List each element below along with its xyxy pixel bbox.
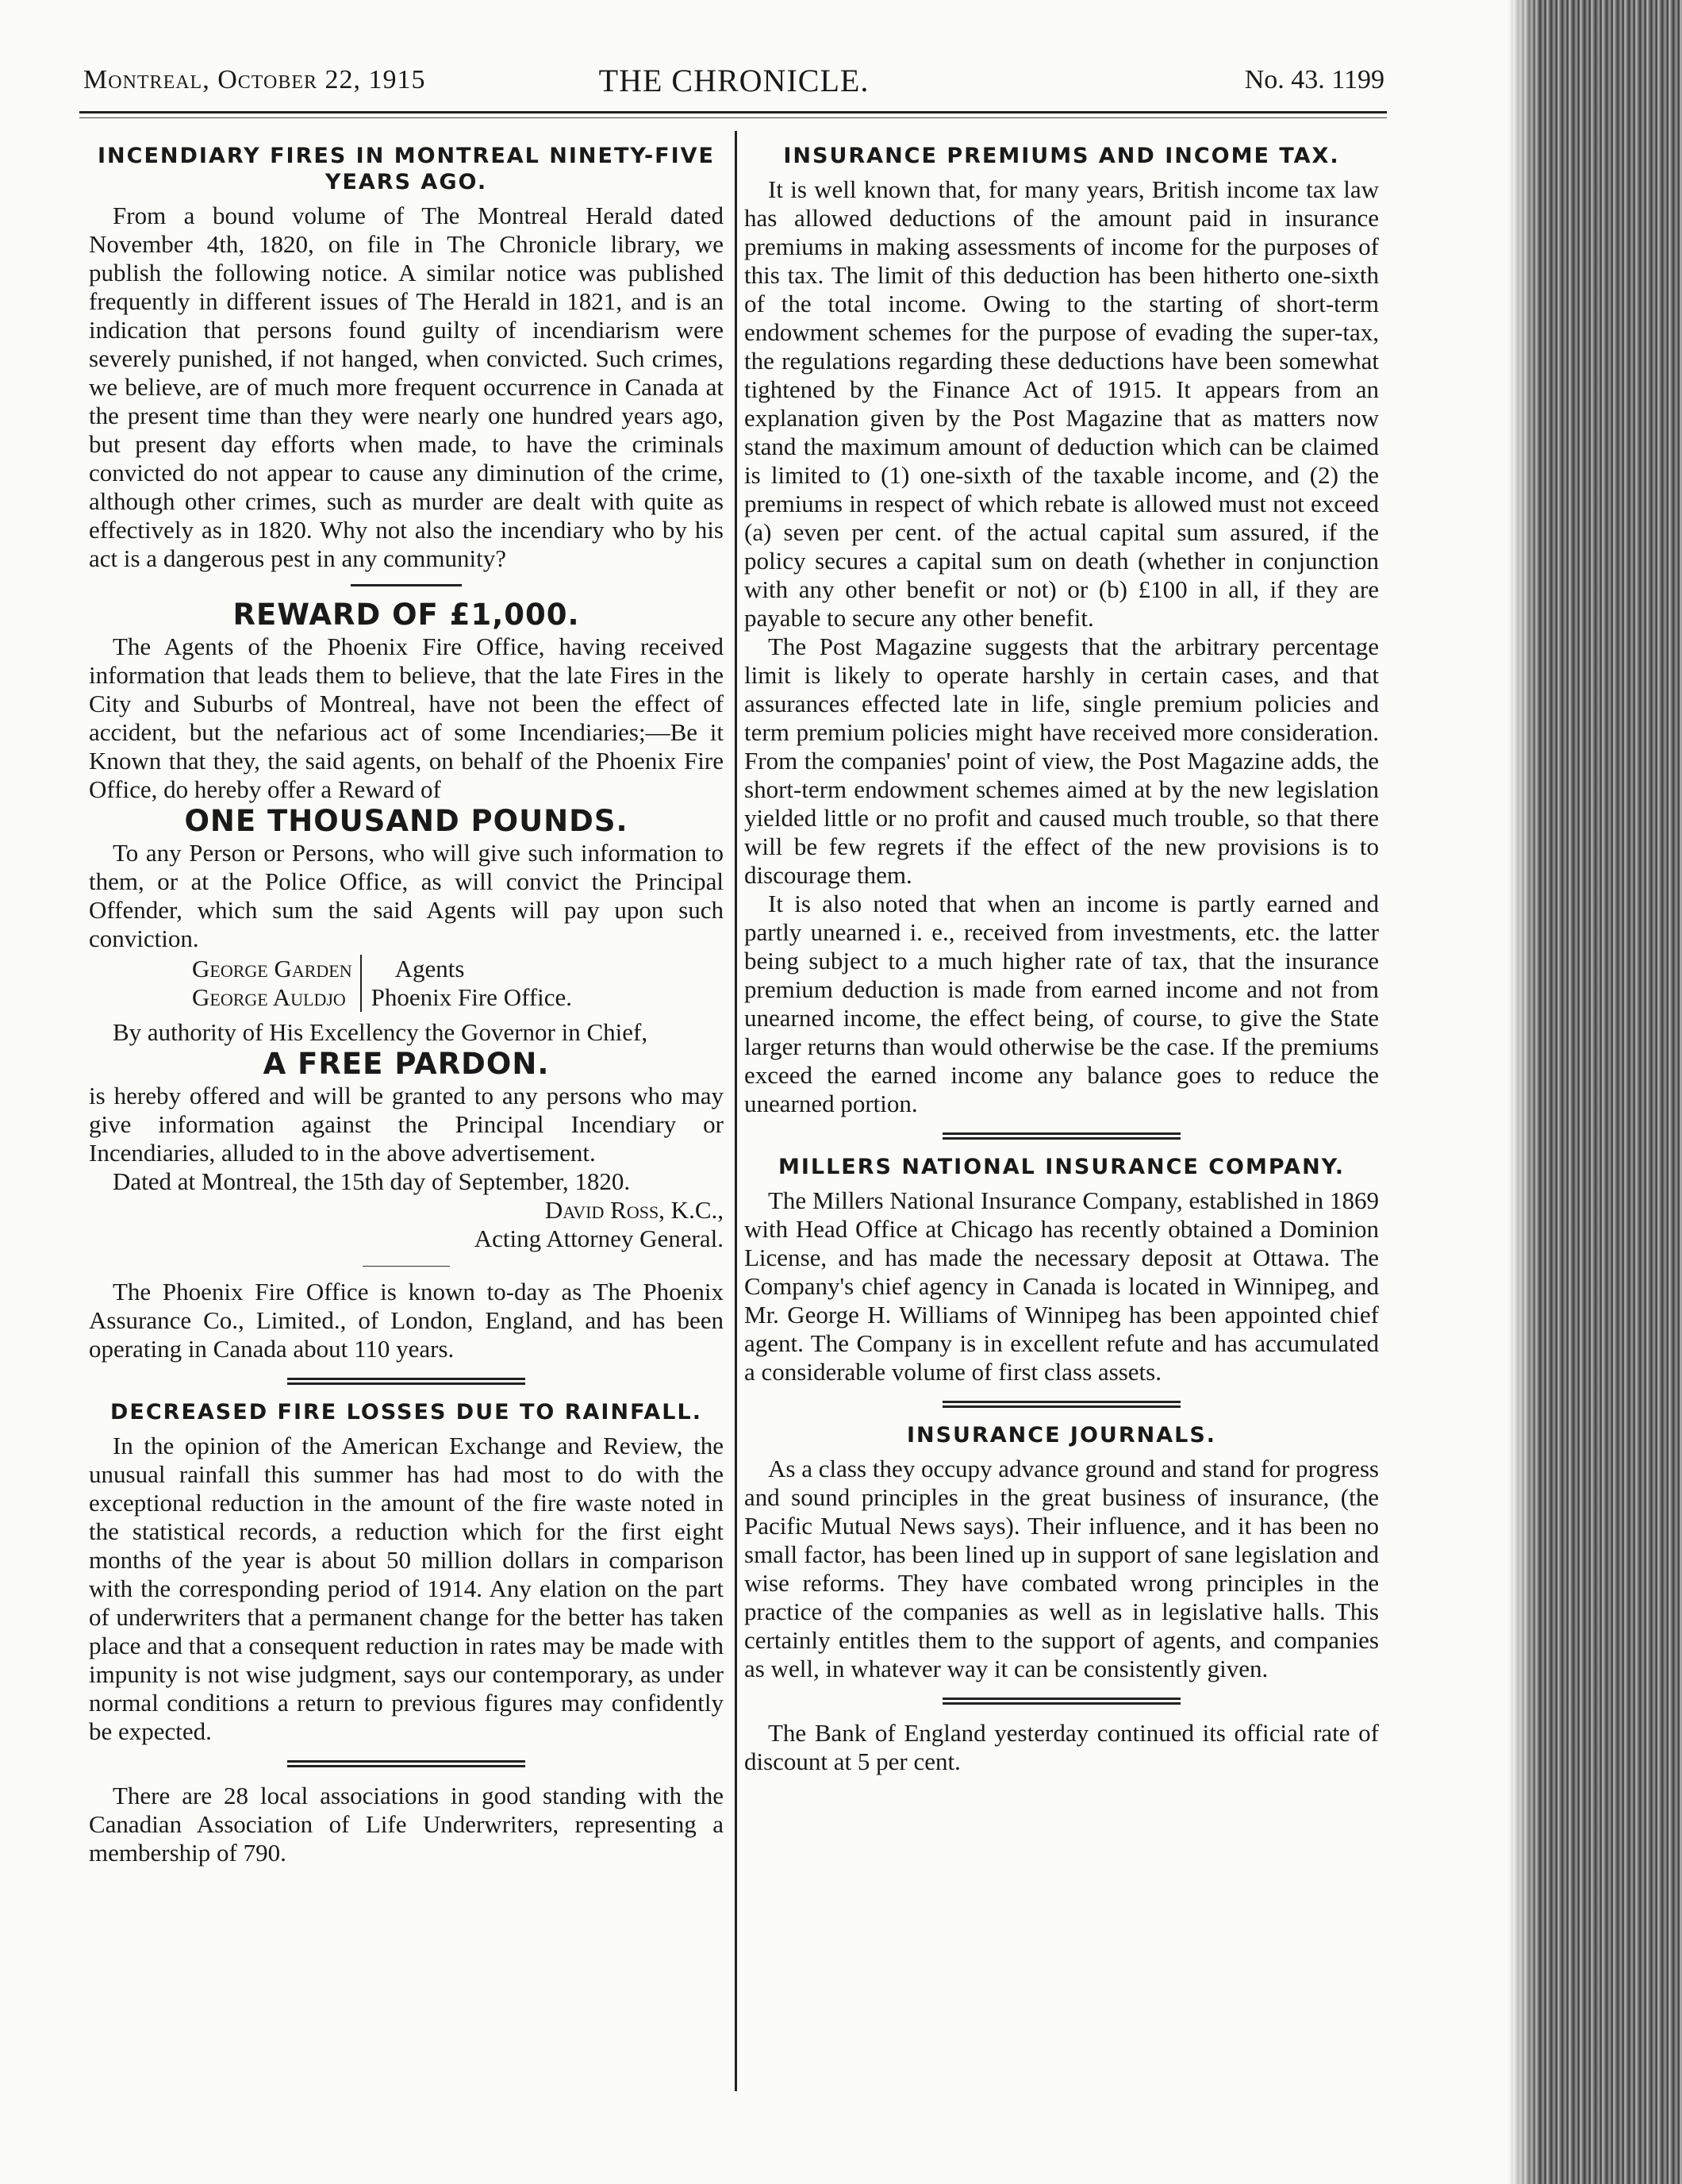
authority-line: By authority of His Excellency the Governor in Chief, [113, 1018, 648, 1046]
right-column [744, 143, 1379, 1776]
pardon-paragraph: is hereby offered and will be granted to any persons who may give information against the Principal Incendiary or Incendiaries, alluded to in the above advertisement. [89, 1082, 724, 1167]
dated-line: Dated at Montreal, the 15th day of September, 1820. [113, 1167, 631, 1195]
article-title-fire-losses: DECREASED FIRE LOSSES DUE TO RAINFALL. [110, 1400, 702, 1425]
section-rule-double [287, 1760, 525, 1767]
signatory-name: George Auldjo [192, 983, 346, 1011]
article-paragraph: The Post Magazine suggests that the arbitrary percentage limit is likely to operate harshly in certain cases, and that assurances effected late in life, single premium policies and term premium policies might have received more consideration. From the companies' point of view, the Post Magazine adds, the short-term endowment schemes aimed at by the new legislation yielded little or no profit and caused much trouble, so that there will be few regrets if the effect of the new provisions is to discourage them. [744, 633, 1379, 889]
phoenix-note: The Phoenix Fire Office is known to-day as The Phoenix Assurance Co., Limited., of London, England, and has been operating in Canada about 110 years. [89, 1278, 724, 1363]
column-divider [735, 131, 737, 2091]
reward-paragraph-2: To any Person or Persons, who will give such information to them, or at the Police Office, as will convict the Principal Offender, which sum the said Agents will pay upon such conviction. [89, 839, 724, 952]
section-rule-thin [363, 1266, 450, 1267]
running-header [83, 65, 1384, 105]
article-title-incendiary-fires: INCENDIARY FIRES IN MONTREAL NINETY-FIVE YEARS AGO. [97, 144, 716, 194]
signatory-role: Agents [394, 955, 465, 982]
agents-signature [192, 955, 724, 1012]
header-dateline: Montreal, October 22, 1915 [83, 65, 426, 94]
header-rule [79, 111, 1387, 113]
article-paragraph: As a class they occupy advance ground and stand for progress and sound principles in the great business of insurance, (the Pacific Mutual News says). Their influence, and it has been no small factor, has been lined up in support of sane legislation and wise reforms. They have combated wrong principles in the practice of the companies as well as in legislative halls. This certainly entitles them to the support of agents, and companies as well, in whatever way it can be consistently given. [744, 1455, 1379, 1682]
amount-heading: ONE THOUSAND POUNDS. [184, 804, 628, 838]
section-rule [351, 584, 462, 586]
section-rule-double [943, 1401, 1181, 1408]
article-paragraph: There are 28 local associations in good standing with the Canadian Association of Life Underwriters, representing a membership of 790. [89, 1782, 724, 1867]
left-column [89, 143, 724, 1867]
section-rule-double [287, 1378, 525, 1385]
reward-heading: REWARD OF £1,000. [232, 598, 580, 632]
article-paragraph: It is also noted that when an income is partly earned and partly unearned i. e., received from investments, etc. the latter being subject to a much higher rate of tax, that the insurance premium deduction is made from earned income and not from unearned income, the effect being, of course, to give the State larger returns than would otherwise be the case. If the premiums exceed the earned income any balance goes to reduce the unearned portion. [744, 890, 1379, 1117]
article-title-premiums-tax: INSURANCE PREMIUMS AND INCOME TAX. [783, 144, 1340, 168]
article-title-insurance-journals: INSURANCE JOURNALS. [906, 1423, 1217, 1448]
article-paragraph: The Bank of England yesterday continued its official rate of discount at 5 per cent. [744, 1719, 1379, 1775]
article-title-millers-national: MILLERS NATIONAL INSURANCE COMPANY. [778, 1155, 1346, 1179]
header-issue-page: No. 43. 1199 [1244, 65, 1384, 94]
article-paragraph: It is well known that, for many years, British income tax law has allowed deductions of the amount paid in insurance premiums in making assessments of income for the purposes of this tax. The limit of this deduction has been hitherto one-sixth of the total income. Owing to the starting of short-term endowment schemes for the purpose of evading the super-tax, the regulations regarding these deductions have been somewhat tightened by the Finance Act of 1915. It appears from an explanation given by the Post Magazine that as matters now stand the maximum amount of deduction which can be claimed is limited to (1) one-sixth of the taxable income, and (2) the premiums in respect of which rebate is allowed must not exceed (a) seven per cent. of the actual capital sum assured, if the policy secures a capital sum on death (whether in conjunction with any other benefit or not) or (b) £100 in all, if they are payable to secure any other benefit. [744, 175, 1379, 632]
reward-paragraph: The Agents of the Phoenix Fire Office, having received information that leads them to believe, that the late Fires in the City and Suburbs of Montreal, have not been the effect of accident, but the nefarious act of some Incendiaries;—Be it Known that they, the said agents, on behalf of the Phoenix Fire Office, do hereby offer a Reward of [89, 633, 724, 803]
signatory-name: George Garden [192, 955, 352, 982]
signer-title: Acting Attorney General. [474, 1225, 724, 1252]
section-rule-double [943, 1132, 1181, 1140]
section-rule-double [943, 1698, 1181, 1705]
header-rule-thin [79, 117, 1387, 118]
article-paragraph: From a bound volume of The Montreal Herald dated November 4th, 1820, on file in The Chronicle library, we publish the following notice. A similar notice was published frequently in different issues of The Herald in 1821, and is an indication that persons found guilty of incendiarism were severely punished, if not hanged, when convicted. Such crimes, we believe, are of much more frequent occurrence in Canada at the present time than they were nearly one hundred years ago, but present day efforts when made, to have the criminals convicted do not appear to cause any diminution of the crime, although other crimes, such as murder are dealt with quite as effectively as in 1820. Why not also the incendiary who by his act is a dangerous pest in any community? [89, 202, 724, 572]
pardon-heading: A FREE PARDON. [263, 1047, 550, 1081]
signatory-office: Phoenix Fire Office. [371, 983, 573, 1011]
article-paragraph: In the opinion of the American Exchange and Review, the unusual rainfall this summer has had most to do with the exceptional reduction in the amount of the fire waste noted in the statistical records, a reduction which for the first eight months of the year is about 50 million dollars in comparison with the corresponding period of 1914. Any elation on the part of underwriters that a permanent change for the better has taken place and that a consequent reduction in rates may be made with impunity is not wise judgment, says our contemporary, as under normal conditions a return to previous figures may confidently be expected. [89, 1432, 724, 1745]
header-masthead: THE CHRONICLE. [598, 63, 870, 98]
article-paragraph: The Millers National Insurance Company, established in 1869 with Head Office at Chicago has recently obtained a Dominion License, and has made the necessary deposit at Ottawa. The Company's chief agency in Canada is located in Winnipeg, and Mr. George H. Williams of Winnipeg has been appointed chief agent. The Company is in excellent refute and has accumulated a considerable volume of first class assets. [744, 1186, 1379, 1386]
signer-name: David Ross, K.C., [544, 1196, 724, 1224]
